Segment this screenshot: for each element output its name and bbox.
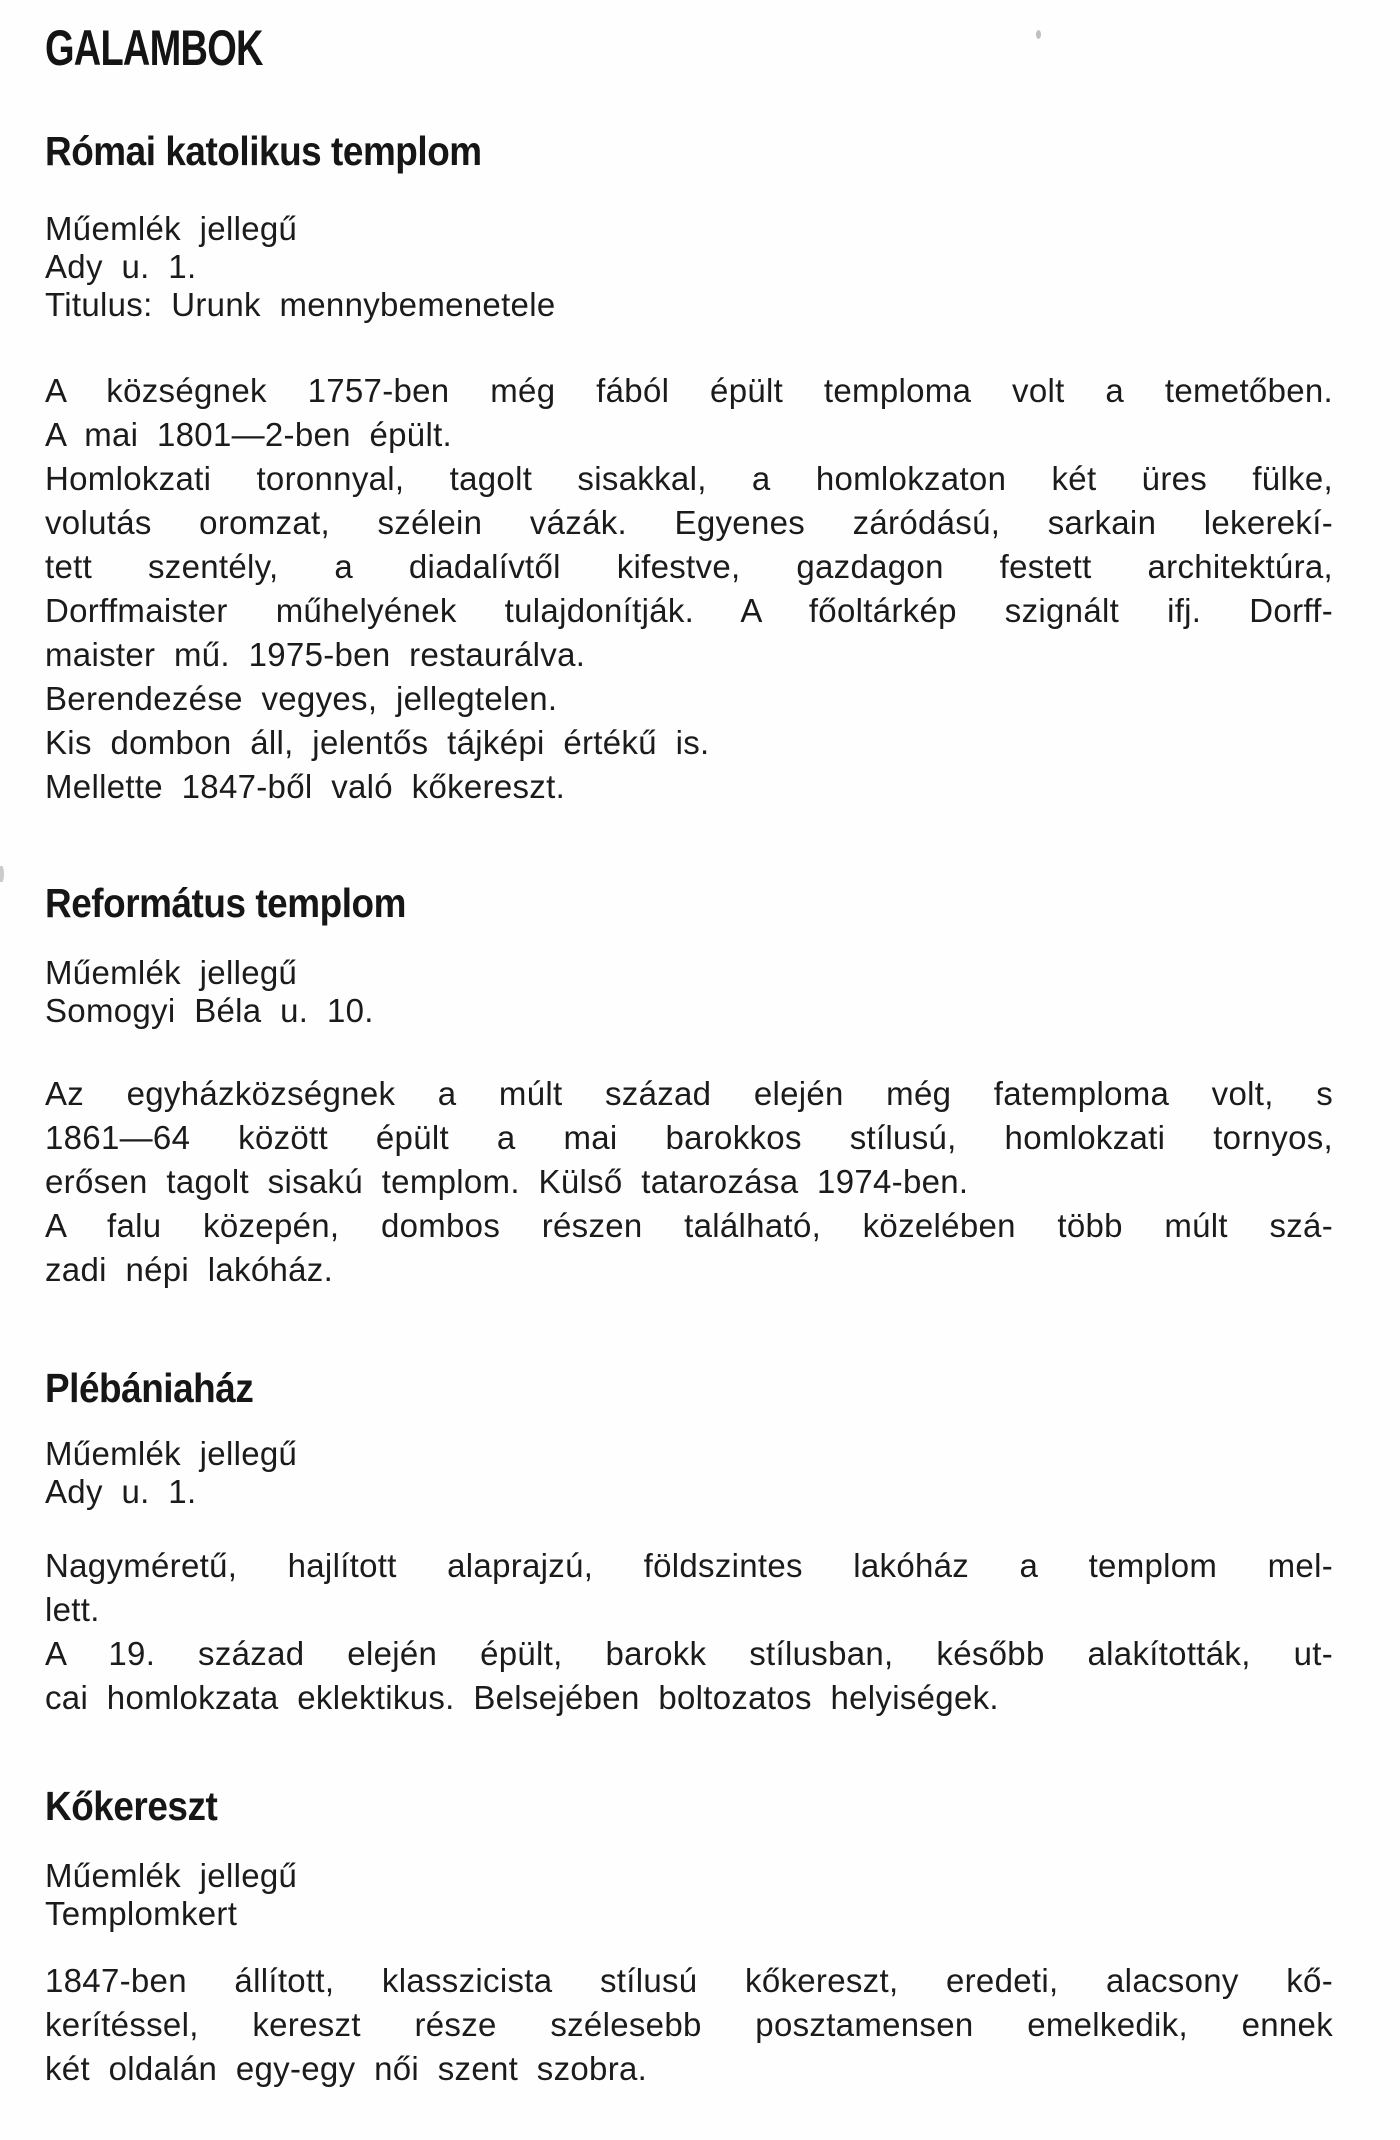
section-plebaniahaz (45, 1365, 1333, 1720)
paragraph-line: A 19. század elején épült, barokk stílusban, később alakították, ut- (45, 1635, 1333, 1672)
meta-block (45, 954, 1333, 1030)
paragraph-line: Mellette 1847-ből való kőkereszt. (45, 768, 566, 805)
meta-block (45, 1857, 1333, 1933)
meta-line: Műemlék jellegű (45, 954, 298, 991)
section-heading (45, 1365, 1333, 1411)
section-heading-text: Református templom (45, 880, 406, 926)
page-title (45, 20, 1333, 76)
paragraph-line: A falu közepén, dombos részen található, közelében több múlt szá- (45, 1207, 1333, 1244)
section-heading (45, 880, 1333, 926)
meta-line: Somogyi Béla u. 10. (45, 992, 374, 1029)
page-title-text: GALAMBOK (45, 20, 263, 76)
paragraph-line: erősen tagolt sisakú templom. Külső tatarozása 1974-ben. (45, 1163, 969, 1200)
section-heading-text: Római katolikus templom (45, 128, 482, 174)
section-heading (45, 128, 1333, 174)
paragraph-line: zadi népi lakóház. (45, 1251, 334, 1288)
paragraph-line: maister mű. 1975-ben restaurálva. (45, 636, 586, 673)
sections (45, 128, 1333, 2091)
paragraph-line: 1861—64 között épült a mai barokkos stílusú, homlokzati tornyos, (45, 1119, 1333, 1156)
meta-line: Ady u. 1. (45, 1473, 197, 1510)
paragraph-line: tett szentély, a diadalívtől kifestve, gazdagon festett architektúra, (45, 548, 1333, 585)
paragraph (45, 369, 1333, 809)
section-kokereszt (45, 1783, 1333, 2091)
section-romai-katolikus-templom (45, 128, 1333, 809)
paragraph-line: A községnek 1757-ben még fából épült temploma volt a temetőben. (45, 372, 1333, 409)
section-heading (45, 1783, 1333, 1829)
meta-line: Műemlék jellegű (45, 1857, 298, 1894)
meta-line: Műemlék jellegű (45, 210, 298, 247)
paragraph-line: volutás oromzat, szélein vázák. Egyenes záródású, sarkain lekerekí- (45, 504, 1333, 541)
paragraph-line: 1847-ben állított, klasszicista stílusú kőkereszt, eredeti, alacsony kő- (45, 1962, 1333, 1999)
paragraph-line: Dorffmaister műhelyének tulajdonítják. A főoltárkép szignált ifj. Dorff- (45, 592, 1333, 629)
meta-block (45, 1435, 1333, 1511)
paragraph-line: lett. (45, 1591, 100, 1628)
meta-line: Templomkert (45, 1895, 238, 1932)
section-reformatus-templom (45, 880, 1333, 1292)
meta-line: Ady u. 1. (45, 248, 197, 285)
paragraph-line: két oldalán egy-egy női szent szobra. (45, 2050, 648, 2087)
paragraph-line: cai homlokzata eklektikus. Belsejében boltozatos helyiségek. (45, 1679, 999, 1716)
meta-block (45, 210, 1333, 324)
section-heading-text: Kőkereszt (45, 1783, 218, 1829)
paragraph (45, 1072, 1333, 1292)
paragraph (45, 1959, 1333, 2091)
paragraph-line: Az egyházközségnek a múlt század elején még fatemploma volt, s (45, 1075, 1333, 1112)
paragraph-line: Nagyméretű, hajlított alaprajzú, földszintes lakóház a templom mel- (45, 1547, 1333, 1584)
paragraph-line: Berendezése vegyes, jellegtelen. (45, 680, 558, 717)
section-heading-text: Plébániaház (45, 1365, 254, 1411)
meta-line: Titulus: Urunk mennybemenetele (45, 286, 556, 323)
paragraph-line: Kis dombon áll, jelentős tájképi értékű is. (45, 724, 710, 761)
paragraph-line: A mai 1801—2-ben épült. (45, 416, 453, 453)
paragraph (45, 1544, 1333, 1720)
paragraph-line: Homlokzati toronnyal, tagolt sisakkal, a homlokzaton két üres fülke, (45, 460, 1333, 497)
meta-line: Műemlék jellegű (45, 1435, 298, 1472)
paragraph-line: kerítéssel, kereszt része szélesebb posztamensen emelkedik, ennek (45, 2006, 1333, 2043)
